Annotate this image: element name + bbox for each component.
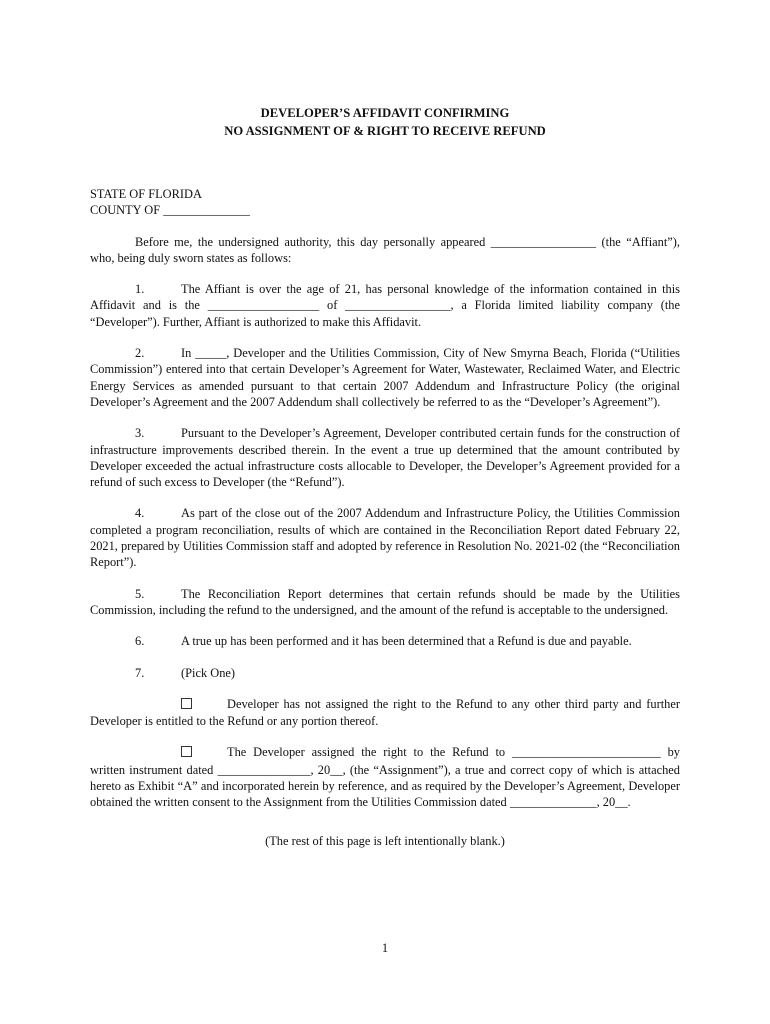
paragraph-7 xyxy=(90,665,680,681)
paragraph-number: 3. xyxy=(135,426,145,441)
paragraph-text: The Affiant is over the age of 21, has personal knowledge of the information contained in this Affidavit and is the __________________ of _________________, a Florida limited liability company (the “Developer”). Further, Affiant is authorized to make this Affidavit. xyxy=(90,282,680,329)
option-text: The Developer assigned the right to the Refund to ________________________ by written instrument dated _______________, 20__, (the “Assignment”), a true and correct copy of which is attached hereto as Exhibit “A” and incorporated herein by reference, and as required by the Developer’s Agreement, Developer obtained the written consent to the Assignment from the Utilities Commission dated ______________, 20__. xyxy=(90,745,680,810)
title-line-2: NO ASSIGNMENT OF & RIGHT TO RECEIVE REFUND xyxy=(224,124,546,138)
state-line: STATE OF FLORIDA xyxy=(90,187,202,201)
paragraph-6 xyxy=(90,633,680,649)
paragraph-text: Pursuant to the Developer’s Agreement, Developer contributed certain funds for the construction of infrastructure improvements described therein. In the event a true up determined that the amount contributed by Developer exceeded the actual infrastructure costs allocable to Developer, the Developer’s Agreement provided for a refund of such excess to Developer (the “Refund”). xyxy=(90,426,680,490)
paragraph-5 xyxy=(90,586,680,619)
paragraph-2 xyxy=(90,345,680,410)
venue-block xyxy=(90,186,680,219)
paragraph-number: 6. xyxy=(135,634,145,649)
paragraph-text: A true up has been performed and it has been determined that a Refund is due and payable. xyxy=(181,634,632,649)
paragraph-number: 2. xyxy=(135,346,145,361)
paragraph-text: In _____, Developer and the Utilities Commission, City of New Smyrna Beach, Florida (“Utilities Commission”) entered into that certain Developer’s Agreement for Water, Wastewater, Reclaimed Water, and Electric Energy Services as amended pursuant to that certain 2007 Addendum and Infrastructure Policy (the original Developer’s Agreement and the 2007 Addendum shall collectively be referred to as the “Developer’s Agreement”). xyxy=(90,346,680,409)
document-title xyxy=(90,104,680,140)
paragraph-3 xyxy=(90,425,680,490)
paragraph-number: 1. xyxy=(135,282,145,297)
checkbox-icon[interactable] xyxy=(181,745,227,761)
title-line-1: DEVELOPER’S AFFIDAVIT CONFIRMING xyxy=(260,106,510,120)
paragraph-text: As part of the close out of the 2007 Addendum and Infrastructure Policy, the Utilities Commission completed a program reconciliation, results of which are contained in the Reconciliation Report dated February 22, 2021, prepared by Utilities Commission staff and adopted by reference in Resolution No. 2021-02 (the “Reconciliation Report”). xyxy=(90,506,680,570)
paragraph-number: 7. xyxy=(135,665,145,680)
checkbox-icon[interactable] xyxy=(181,697,227,713)
blank-page-note: (The rest of this page is left intentionally blank.) xyxy=(265,833,505,848)
option-text: Developer has not assigned the right to the Refund to any other third party and further Developer is entitled to the Refund or any portion thereof. xyxy=(90,696,680,729)
paragraph-number: 5. xyxy=(135,586,145,601)
county-line: COUNTY OF ______________ xyxy=(90,203,250,218)
intro-paragraph: Before me, the undersigned authority, this day personally appeared _________________ (the “Affiant”), who, being duly sworn states as follows: xyxy=(90,234,680,265)
paragraph-1 xyxy=(90,281,680,330)
paragraph-text: (Pick One) xyxy=(181,665,236,680)
option-assignment xyxy=(90,744,680,810)
document-body xyxy=(90,104,680,849)
page-number: 1 xyxy=(381,941,389,955)
paragraph-text: The Reconciliation Report determines that certain refunds should be made by the Utilities Commission, including the refund to the undersigned, and the amount of the refund is acceptable to the undersigned. xyxy=(90,586,680,617)
paragraph-number: 4. xyxy=(135,506,145,521)
paragraph-4 xyxy=(90,505,680,570)
option-no-assignment xyxy=(90,696,680,730)
